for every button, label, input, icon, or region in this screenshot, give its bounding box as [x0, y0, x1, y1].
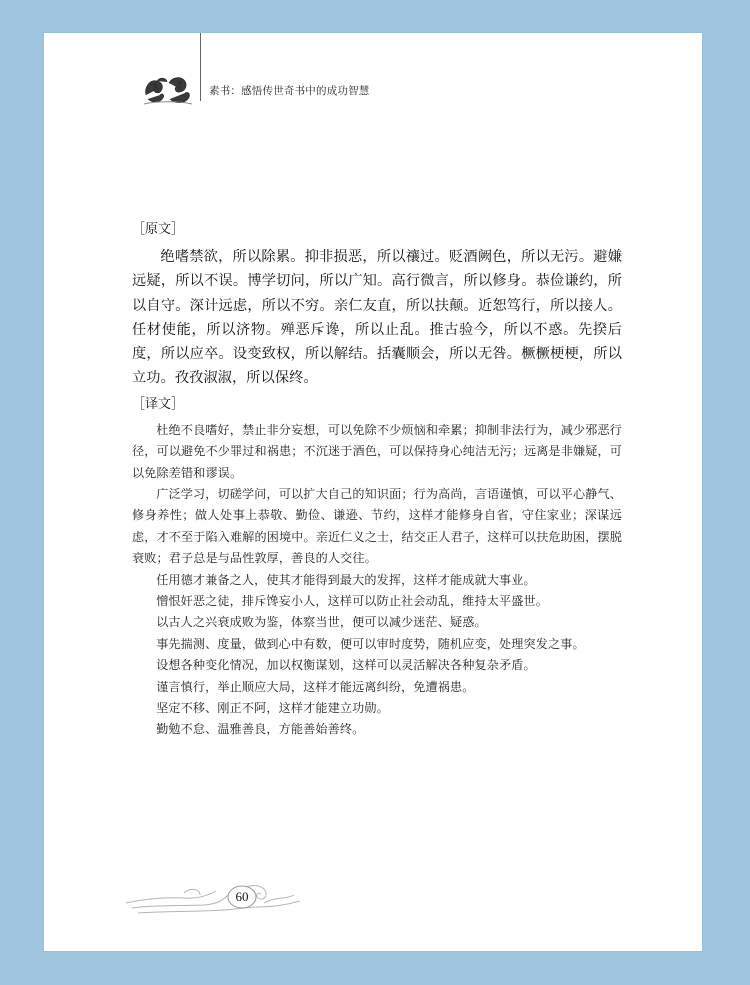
translation-paragraph: 勤勉不怠、温雅善良，方能善始善终。 [156, 722, 365, 737]
original-text: 绝嗜禁欲，所以除累。抑非损恶，所以禳过。贬酒阙色，所以无污。避嫌远疑，所以不误。博学切问，所以广知。高行微言，所以修身。恭俭谦约，所以自守。深计远虑，所以不穷。亲仁友直，所以扶颠。近恕笃行，所以接人。任材使能，所以济物。殚恶斥谗，所以止乱。推古验今，所以不惑。先揆后度，所以应卒。设变致权，所以解结。括囊顺会，所以无咎。橛橛梗梗，所以立功。孜孜淑淑，所以保终。 [132, 249, 622, 387]
translation-paragraph: 广泛学习，切磋学问，可以扩大自己的知识面；行为高尚，言语谨慎，可以平心静气、修身养性；做人处事上恭敬、勤俭、谦逊、节约，这样才能修身自省，守住家业；深谋远虑，才不至于陷入难解的困境中。亲近仁义之士，结交正人君子，这样可以扶危助困，摆脱衰败；君子总是与品性敦厚，善良的人交往。 [132, 487, 622, 566]
translation-paragraph: 以古人之兴衰成败为鉴，体察当世，便可以减少迷茫、疑惑。 [156, 615, 487, 630]
original-text-label: ［原文］ [132, 222, 185, 237]
translation-paragraph: 杜绝不良嗜好，禁止非分妄想，可以免除不少烦恼和牵累；抑制非法行为，减少邪恶行径，可以避免不少罪过和祸患；不沉迷于酒色，可以保持身心纯洁无污；远离是非嫌疑，可以免除差错和谬误。 [132, 422, 622, 480]
translation-paragraph: 谨言慎行，举止顺应大局，这样才能远离纠纷，免遭祸患。 [156, 679, 475, 694]
book-page [44, 33, 702, 951]
translation-paragraph: 任用德才兼备之人，使其才能得到最大的发挥，这样才能成就大事业。 [156, 572, 536, 587]
header-divider [200, 33, 201, 101]
translation-paragraph: 事先揣测、度量，做到心中有数，便可以审时度势，随机应变，处理突发之事。 [156, 636, 585, 651]
translation-paragraph: 坚定不移、刚正不阿，这样才能建立功勋。 [156, 701, 389, 716]
translation-paragraph: 设想各种变化情况，加以权衡谋划，这样可以灵活解决各种复杂矛盾。 [156, 658, 536, 673]
page-content [132, 221, 622, 741]
page-number: 60 [235, 889, 249, 904]
translation-section [132, 396, 622, 741]
running-header-title: 素书：感悟传世奇书中的成功智慧 [209, 85, 370, 97]
cloud-scroll-ornament-icon [124, 873, 304, 917]
translation-label: ［译文］ [132, 396, 185, 412]
dragon-emblem-icon [142, 73, 194, 107]
translation-paragraph: 憎恨奸恶之徒，排斥馋妄小人，这样可以防止社会动乱，维持太平盛世。 [156, 594, 548, 609]
